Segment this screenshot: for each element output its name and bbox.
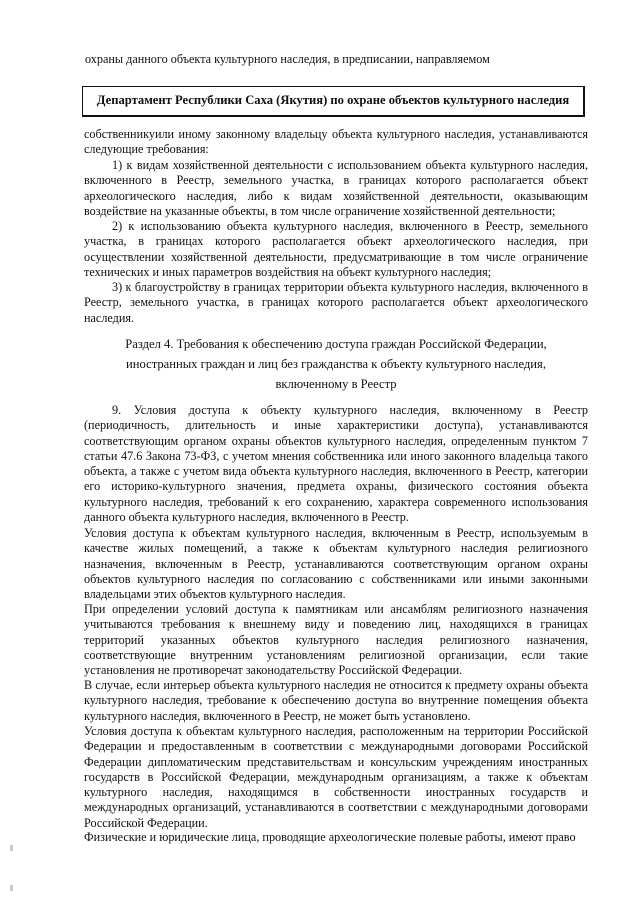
paragraph-9: 9. Условия доступа к объекту культурного наследия, включенному в Реестр (периодичность, длительность и иные характеристики доступа), устанавливаются соответствующим органом охраны объектов культурного наследия, определенным пунктом 7 статьи 47.6 Закона 73-ФЗ, с учетом мнения собственника или иного законного владельца такого объекта, а также с учетом вида объекта культурного наследия, включенного в Реестр, категории его историко-культурного значения, предмета охраны, физического состояния объекта культурного наследия, требований к его сохранению, характера современного использования данного объекта культурного наследия, включенного в Реестр. <box>84 403 588 525</box>
section-title-line-2: иностранных граждан и лиц без гражданства к объекту культурного наследия, <box>126 357 546 371</box>
paragraph-access-residential: Условия доступа к объектам культурного наследия, включенным в Реестр, используемым в качестве жилых помещений, а также к объектам культурного наследия религиозного назначения, включенным в Реестр, устанавливаются соответствующим органом охраны объектов культурного наследия по согласованию с собственниками или иными законными владельцами этих объектов культурного наследия. <box>84 526 588 602</box>
requirement-item-1: 1) к видам хозяйственной деятельности с использованием объекта культурного наследия, включенного в Реестр, земельного участка, в границах которого располагается объект археологического наследия, либо к видам хозяйственной деятельности, оказывающим воздействие на указанные объекты, в том числе ограничение хозяйственной деятельности; <box>84 158 588 218</box>
paragraph-archaeological: Физические и юридические лица, проводящие археологические полевые работы, имеют право <box>84 830 576 844</box>
section-title <box>84 334 588 394</box>
intro-paragraph: собственникуили иному законному владельцу объекта культурного наследия, устанавливаются следующие требования: <box>84 127 588 157</box>
department-header-box <box>82 86 585 117</box>
requirement-item-3: 3) к благоустройству в границах территории объекта культурного наследия, включенного в Реестр, земельного участка, в границах которого располагается объект археологического наследия. <box>84 280 588 325</box>
scan-mark <box>10 845 13 851</box>
paragraph-religious: При определении условий доступа к памятникам или ансамблям религиозного назначения учитываются требования к внешнему виду и поведению лиц, находящихся в границах территорий указанных объектов культурного наследия религиозного назначения, соответствующие внутренним установлениям религиозной организации, если такие установления не противоречат законодательству Российской Федерации. <box>84 602 588 678</box>
paragraph-interior: В случае, если интерьер объекта культурного наследия не относится к предмету охраны объекта культурного наследия, требование к обеспечению доступа во внутренние помещения объекта культурного наследия, включенного в Реестр, не может быть установлено. <box>84 678 588 723</box>
requirement-item-2: 2) к использованию объекта культурного наследия, включенного в Реестр, земельного участка, в границах которого располагается объект археологического наследия, при осуществлении хозяйственной деятельности, предусматривающие в том числе ограничение технических и иных параметров воздействия на объект культурного наследия; <box>84 219 588 279</box>
section-title-line-1: Раздел 4. Требования к обеспечению доступа граждан Российской Федерации, <box>125 337 547 351</box>
continuation-line: охраны данного объекта культурного наследия, в предписании, направляемом <box>85 52 490 66</box>
scan-mark <box>10 885 13 891</box>
paragraph-international: Условия доступа к объектам культурного наследия, расположенным на территории Российской Федерации и предоставленным в соответствии с международными договорами Российской Федерации дипломатическим представительствам и консульским учреждениям иностранных государств в Российской Федерации, международным организациям, а также к объектам культурного наследия, находящимся в собственности иностранных государств и международных организаций, устанавливаются в соответствии с международными договорами Российской Федерации. <box>84 724 588 830</box>
department-header: Департамент Республики Саха (Якутия) по охране объектов культурного наследия <box>96 93 570 107</box>
section-title-line-3: включенному в Реестр <box>275 377 397 391</box>
